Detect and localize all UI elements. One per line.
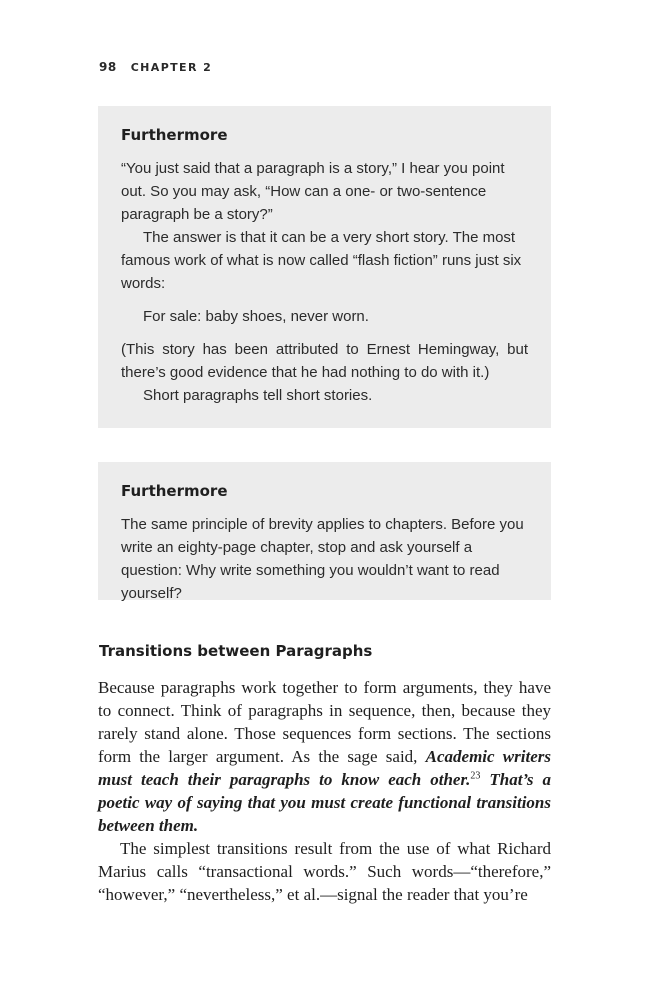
body-text — [98, 676, 551, 906]
section-heading: Transitions between Paragraphs — [99, 642, 373, 660]
box-heading: Furthermore — [121, 126, 228, 144]
emphasis-text: That’s a poetic way of saying that you must create functional transitions between them. — [98, 770, 551, 835]
box-paragraph: Short paragraphs tell short stories. — [143, 387, 373, 404]
box-heading: Furthermore — [121, 482, 228, 500]
chapter-label: CHAPTER 2 — [130, 61, 213, 74]
box-paragraph: “You just said that a paragraph is a story,” I hear you point out. So you may ask, “How can a one- or two-sentence paragraph be a story?” — [121, 160, 505, 223]
box-paragraph: The answer is that it can be a very short story. The most famous work of what is now called “flash fiction” runs just six words: — [121, 229, 522, 292]
body-paragraph — [98, 676, 551, 837]
furthermore-box-2 — [98, 462, 551, 600]
page-number: 98 — [99, 60, 117, 74]
emphasis-text: Academic writers must teach their paragraphs to know each other. — [98, 747, 551, 789]
box-quote: For sale: baby shoes, never worn. — [143, 308, 369, 325]
furthermore-box-1 — [98, 106, 551, 428]
body-text-plain: Because paragraphs work together to form arguments, they have to connect. Think of paragraphs in sequence, then, because they rarely stand alone. Those sequences form sections. The sections form the larger argument. As the sage said, — [98, 678, 551, 766]
box-paragraph: The same principle of brevity applies to chapters. Before you write an eighty-page chapter, stop and ask yourself a question: Why write something you wouldn’t want to read yourself? — [121, 516, 524, 602]
body-paragraph: The simplest transitions result from the use of what Richard Marius calls “transactional words.” Such words—“therefore,” “however,” “nevertheless,” et al.—signal the reader that you’re — [98, 839, 551, 904]
footnote-reference[interactable]: 23 — [470, 770, 481, 782]
box-paragraph: (This story has been attributed to Ernest Hemingway, but there’s good evidence that he had nothing to do with it.) — [121, 341, 528, 381]
running-head — [99, 60, 212, 74]
